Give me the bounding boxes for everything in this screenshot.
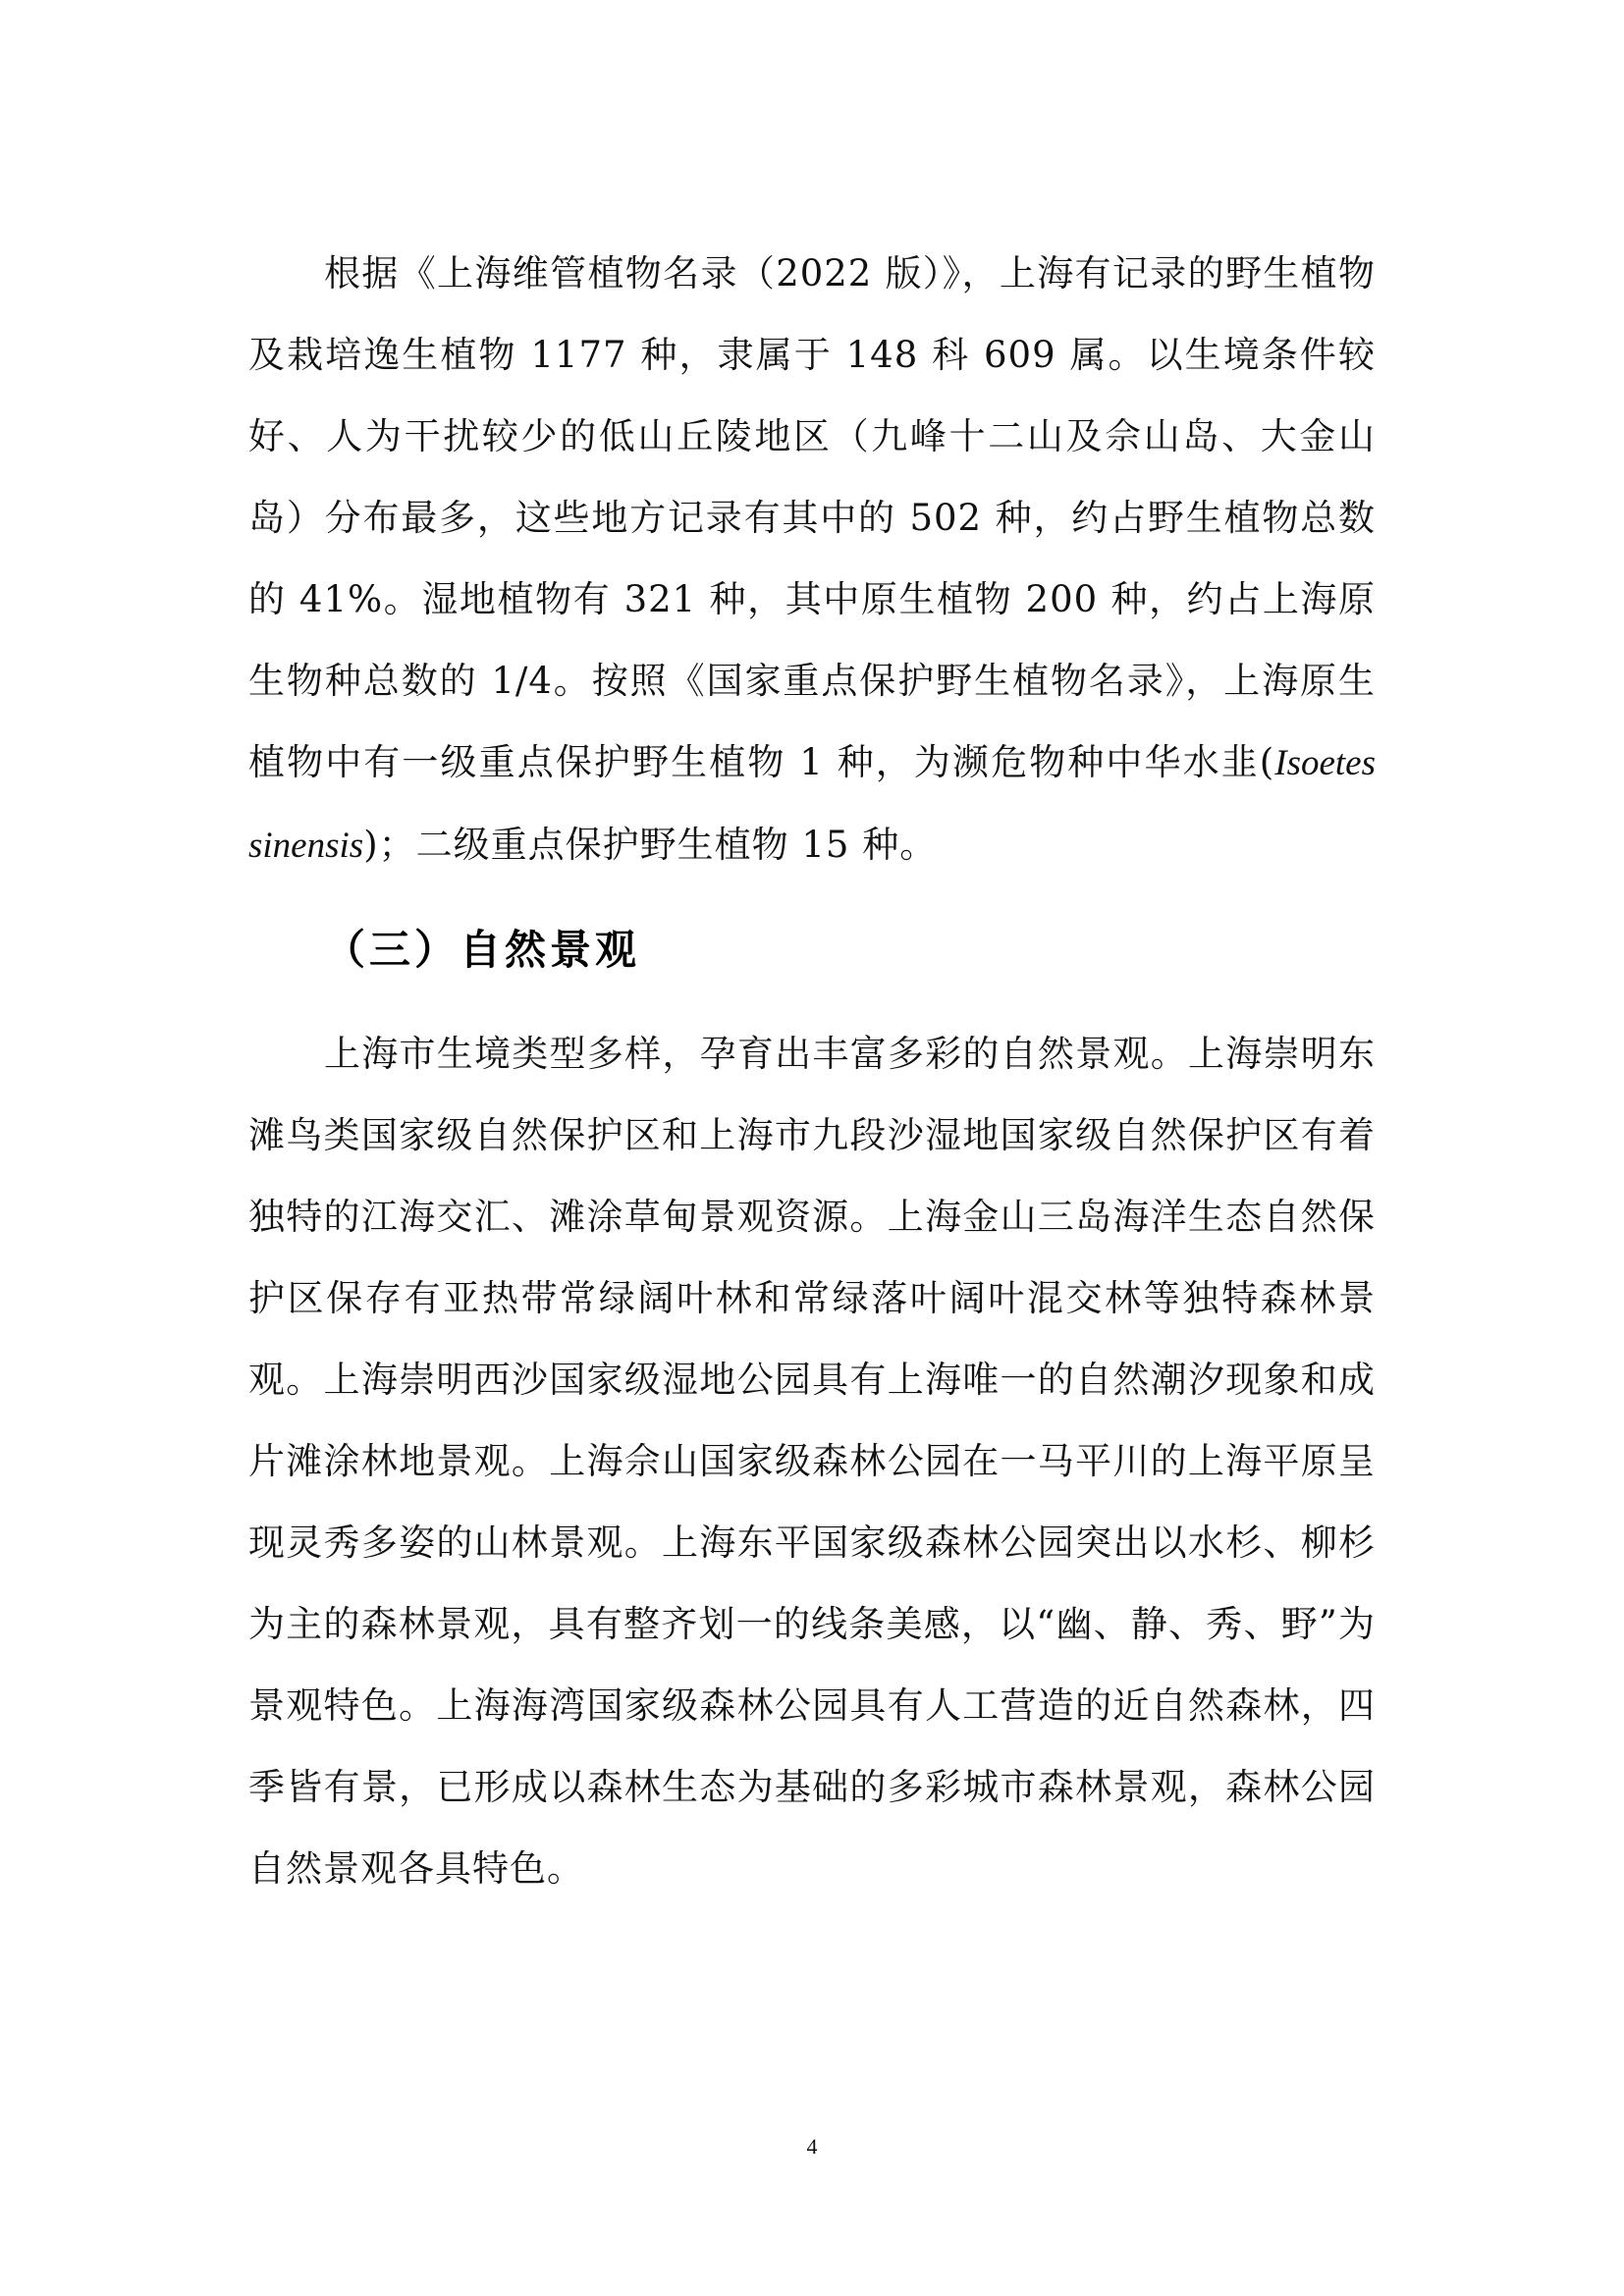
paragraph-text-part: 根据《上海维管植物名录（2022 版）》，上海有记录的野生植物及栽培逸生植物 1177 种，隶属于 148 科 609 属。以生境条件较好、人为干扰较少的低山丘陵地区（九峰十二山及佘山岛、大金山岛）分布最多，这些地方记录有其中的 502 种，约占野生植物总数的 41%。湿地植物有 321 种，其中原生植物 200 种，约占上海原生物种总数的 1/4。按照《国家重点保护野生植物名录》，上海原生植物中有一级重点保护野生植物 1 种，为濒危物种中华水韭( [248, 252, 1376, 783]
section-heading-natural-landscape: （三）自然景观 [324, 926, 641, 974]
paragraph-natural-landscape [248, 1013, 1376, 1909]
paragraph-text: 上海市生境类型多样，孕育出丰富多彩的自然景观。上海崇明东滩鸟类国家级自然保护区和上海市九段沙湿地国家级自然保护区有着独特的江海交汇、滩涂草甸景观资源。上海金山三岛海洋生态自然保护区保存有亚热带常绿阔叶林和常绿落叶阔叶混交林等独特森林景观。上海崇明西沙国家级湿地公园具有上海唯一的自然潮汐现象和成片滩涂林地景观。上海佘山国家级森林公园在一马平川的上海平原呈现灵秀多姿的山林景观。上海东平国家级森林公园突出以水杉、柳杉为主的森林景观，具有整齐划一的线条美感，以“幽、静、秀、野”为景观特色。上海海湾国家级森林公园具有人工营造的近自然森林，四季皆有景，已形成以森林生态为基础的多彩城市森林景观，森林公园自然景观各具特色。 [248, 1033, 1376, 1890]
page-number: 4 [806, 2134, 818, 2159]
paragraph-text-part: )；二级重点保护野生植物 15 种。 [363, 824, 938, 866]
species-latin-name: Isoetes sinensis [248, 743, 1376, 866]
paragraph-text [248, 233, 1376, 886]
paragraph-plant-records [248, 233, 1376, 886]
